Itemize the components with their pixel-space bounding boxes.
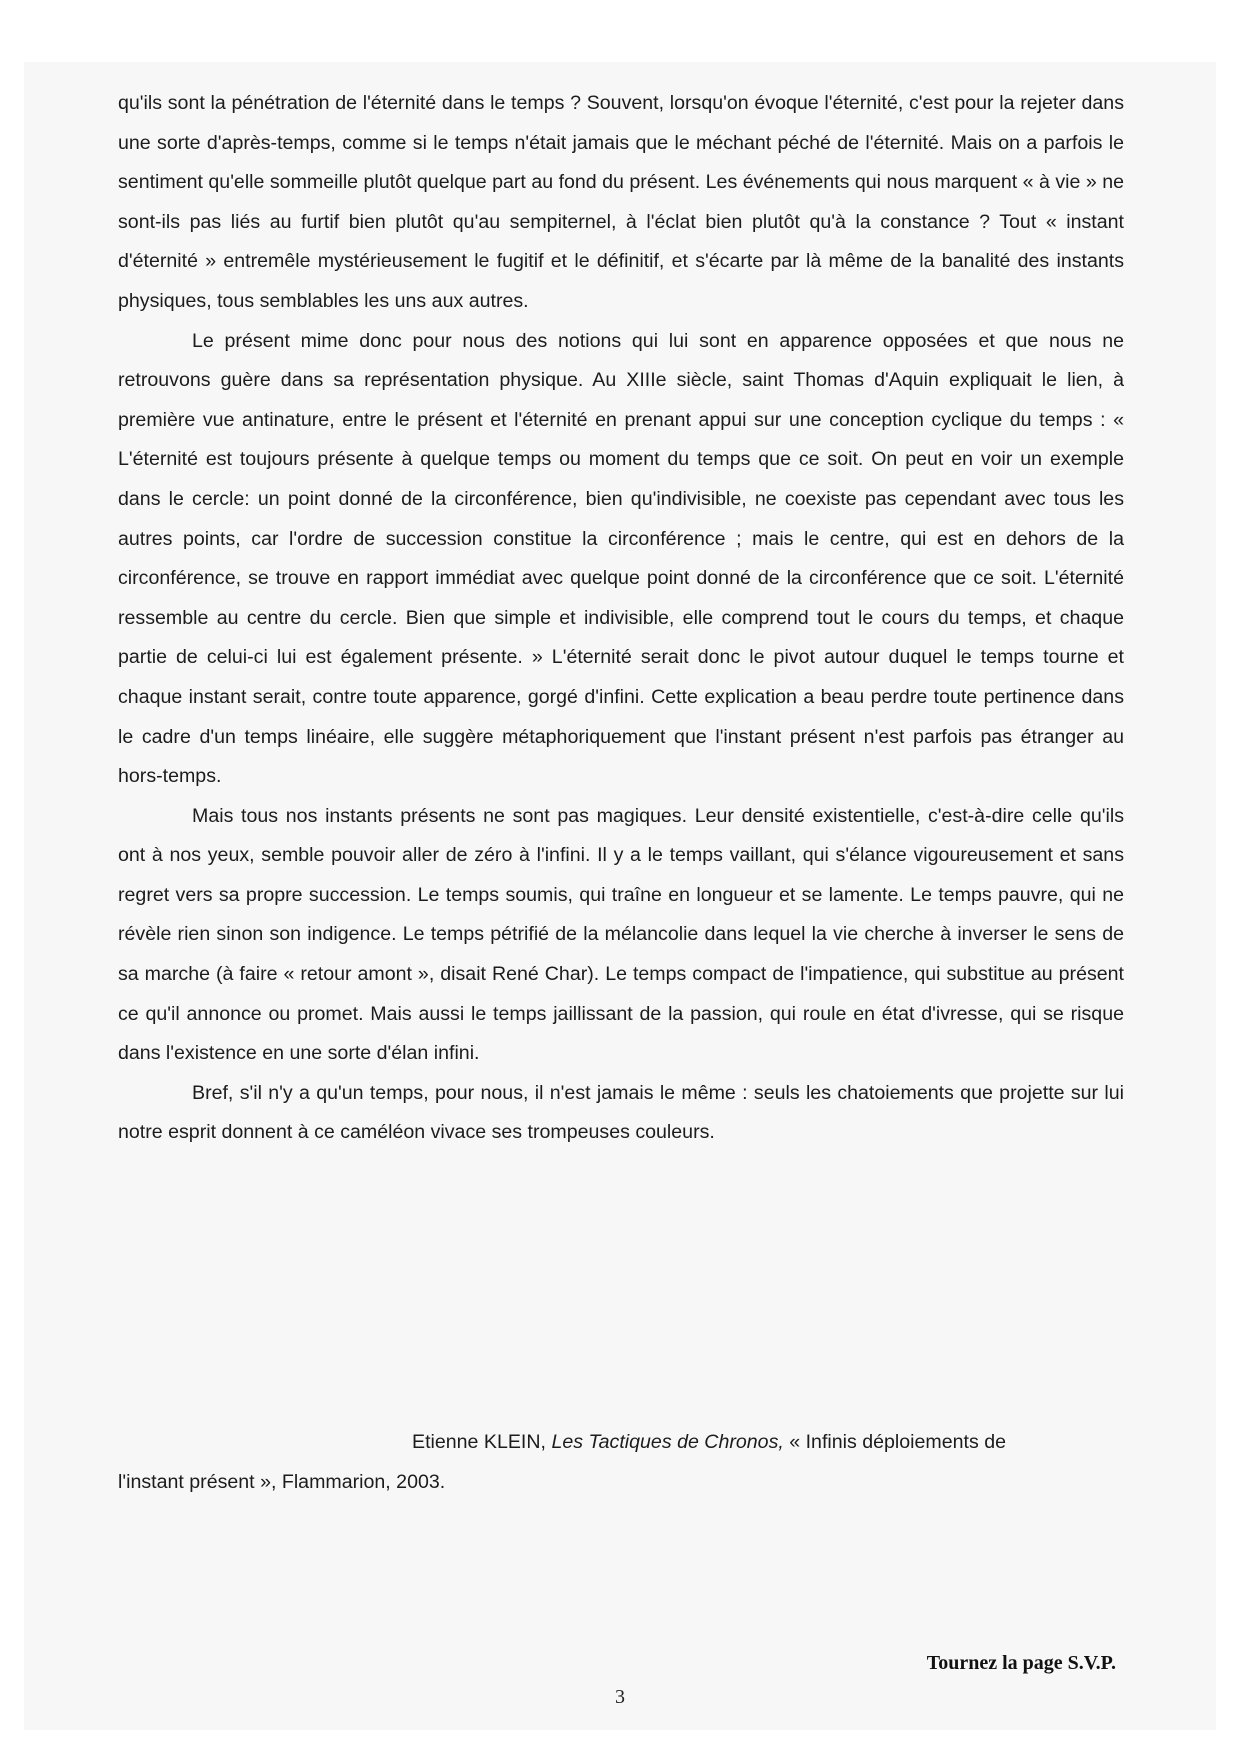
turn-page-note: Tournez la page S.V.P. xyxy=(926,1652,1116,1674)
paragraph-4: Bref, s'il n'y a qu'un temps, pour nous, il n'est jamais le même : seuls les chatoiements que projette sur lui notre esprit donnent à ce caméléon vivace ses trompeuses couleurs. xyxy=(118,1081,1124,1144)
paragraph-3: Mais tous nos instants présents ne sont pas magiques. Leur densité existentielle, c'est-à-dire celle qu'ils ont à nos yeux, semble pouvoir aller de zéro à l'infini. Il y a le temps vaillant, qui s'élance vigoureusement et sans regret vers sa propre succession. Le temps soumis, qui traîne en longueur et se lamente. Le temps pauvre, qui ne révèle rien sinon son indigence. Le temps pétrifié de la mélancolie dans lequel la vie cherche à inverser le sens de sa marche (à faire « retour amont », disait René Char). Le temps compact de l'impatience, qui substitue au présent ce qu'il annonce ou promet. Mais aussi le temps jaillissant de la passion, qui roule en état d'ivresse, qui se risque dans l'existence en une sorte d'élan infini. xyxy=(118,804,1124,1065)
citation-line-1 xyxy=(118,1423,1124,1463)
paragraph-2: Le présent mime donc pour nous des notions qui lui sont en apparence opposées et que nous ne retrouvons guère dans sa représentation physique. Au XIIIe siècle, saint Thomas d'Aquin expliquait le lien, à première vue antinature, entre le présent et l'éternité en prenant appui sur une conception cyclique du temps : « L'éternité est toujours présente à quelque temps ou moment du temps que ce soit. On peut en voir un exemple dans le cercle: un point donné de la circonférence, bien qu'indivisible, ne coexiste pas cependant avec tous les autres points, car l'ordre de succession constitue la circonférence ; mais le centre, qui est en dehors de la circonférence, se trouve en rapport immédiat avec quelque point donné de la circonférence que ce soit. L'éternité ressemble au centre du cercle. Bien que simple et indivisible, elle comprend tout le cours du temps, et chaque partie de celui-ci lui est également présente. » L'éternité serait donc le pivot autour duquel le temps tourne et chaque instant serait, contre toute apparence, gorgé d'infini. Cette explication a beau perdre toute pertinence dans le cadre d'un temps linéaire, elle suggère métaphoriquement que l'instant présent n'est parfois pas étranger au hors-temps. xyxy=(118,329,1124,788)
citation-author: Etienne KLEIN, xyxy=(412,1431,546,1453)
paragraph-1: qu'ils sont la pénétration de l'éternité dans le temps ? Souvent, lorsqu'on évoque l'éternité, c'est pour la rejeter dans une sorte d'après-temps, comme si le temps n'était jamais que le méchant péché de l'éternité. Mais on a parfois le sentiment qu'elle sommeille plutôt quelque part au fond du présent. Les événements qui nous marquent « à vie » ne sont-ils pas liés au furtif bien plutôt qu'au sempiternel, à l'éclat bien plutôt qu'à la constance ? Tout « instant d'éternité » entremêle mystérieusement le fugitif et le définitif, et s'écarte par là même de la banalité des instants physiques, tous semblables les uns aux autres. xyxy=(118,92,1124,312)
body-text xyxy=(118,84,1124,1153)
citation-title: Les Tactiques de Chronos, xyxy=(551,1431,784,1453)
citation xyxy=(118,1423,1124,1502)
citation-line-2: l'instant présent », Flammarion, 2003. xyxy=(118,1470,446,1493)
citation-chapter-start: « Infinis déploiements de xyxy=(789,1431,1007,1453)
page-number: 3 xyxy=(615,1686,625,1708)
